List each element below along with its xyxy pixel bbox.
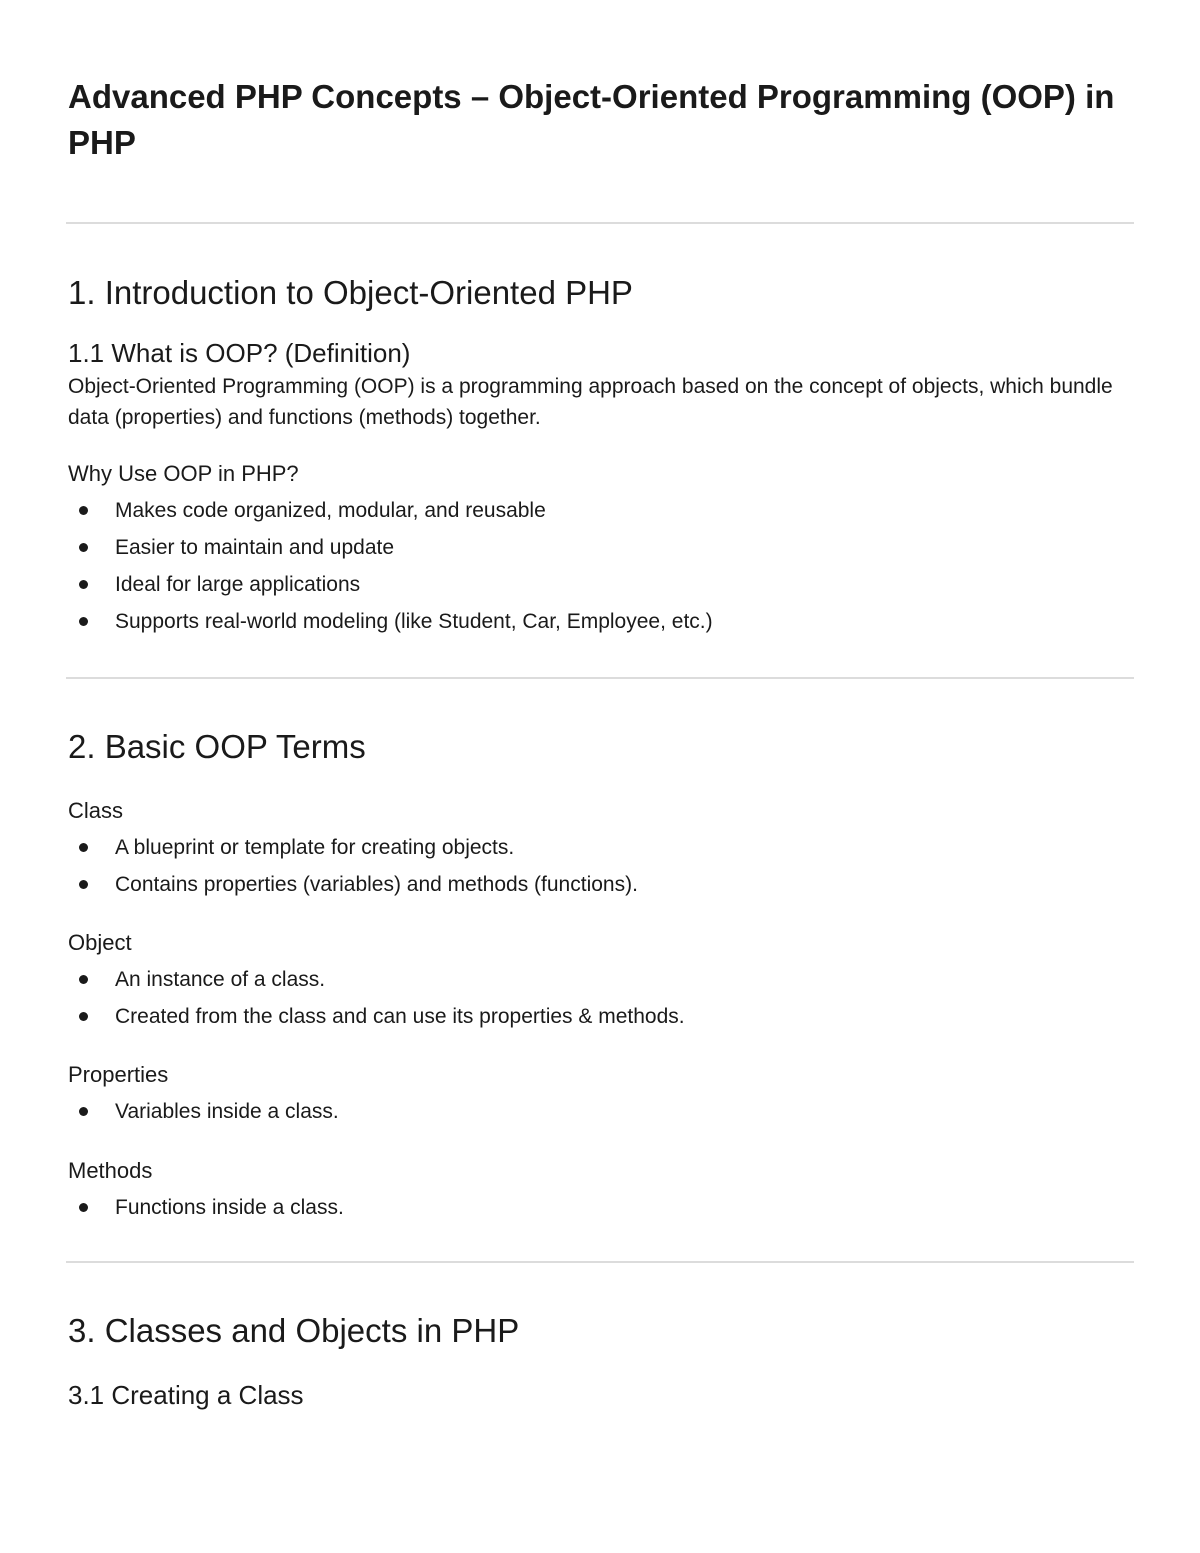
document-page [68, 0, 1135, 1411]
list-item: An instance of a class. [68, 961, 1135, 998]
bullet-icon [79, 975, 88, 984]
bullet-icon [79, 1203, 88, 1212]
subsection-heading-what-is-oop: 1.1 What is OOP? (Definition) [68, 338, 411, 368]
list-item: Ideal for large applications [68, 566, 1135, 603]
oop-definition-paragraph: Object-Oriented Programming (OOP) is a programming approach based on the concept of objects, which bundle data (properties) and functions (methods) together. [68, 375, 1113, 429]
document-title: Advanced PHP Concepts – Object-Oriented Programming (OOP) in PHP [68, 78, 1115, 161]
subsection-heading-creating-a-class: 3.1 Creating a Class [68, 1380, 304, 1410]
list-item: A blueprint or template for creating objects. [68, 829, 1135, 866]
list-item: Easier to maintain and update [68, 529, 1135, 566]
section-heading-introduction: 1. Introduction to Object-Oriented PHP [68, 274, 633, 311]
bullet-icon [79, 1107, 88, 1116]
list-item: Created from the class and can use its properties & methods. [68, 998, 1135, 1035]
bullet-icon [79, 543, 88, 552]
bullet-icon [79, 506, 88, 515]
list-item: Supports real-world modeling (like Student, Car, Employee, etc.) [68, 603, 1135, 640]
list-item: Variables inside a class. [68, 1093, 1135, 1130]
bullet-icon [79, 1012, 88, 1021]
methods-heading: Methods [68, 1158, 153, 1183]
class-heading: Class [68, 798, 124, 823]
methods-list [68, 1189, 1135, 1226]
properties-heading: Properties [68, 1062, 169, 1087]
why-use-oop-list [68, 492, 1135, 640]
list-item: Makes code organized, modular, and reusable [68, 492, 1135, 529]
bullet-icon [79, 843, 88, 852]
bullet-icon [79, 880, 88, 889]
list-item: Functions inside a class. [68, 1189, 1135, 1226]
object-heading: Object [68, 930, 132, 955]
section-heading-basic-oop-terms: 2. Basic OOP Terms [68, 728, 366, 765]
bullet-icon [79, 580, 88, 589]
class-list [68, 829, 1135, 903]
why-use-oop-heading: Why Use OOP in PHP? [68, 461, 299, 486]
object-list [68, 961, 1135, 1035]
bullet-icon [79, 617, 88, 626]
list-item: Contains properties (variables) and methods (functions). [68, 866, 1135, 903]
properties-list [68, 1093, 1135, 1130]
section-heading-classes-and-objects: 3. Classes and Objects in PHP [68, 1312, 520, 1349]
